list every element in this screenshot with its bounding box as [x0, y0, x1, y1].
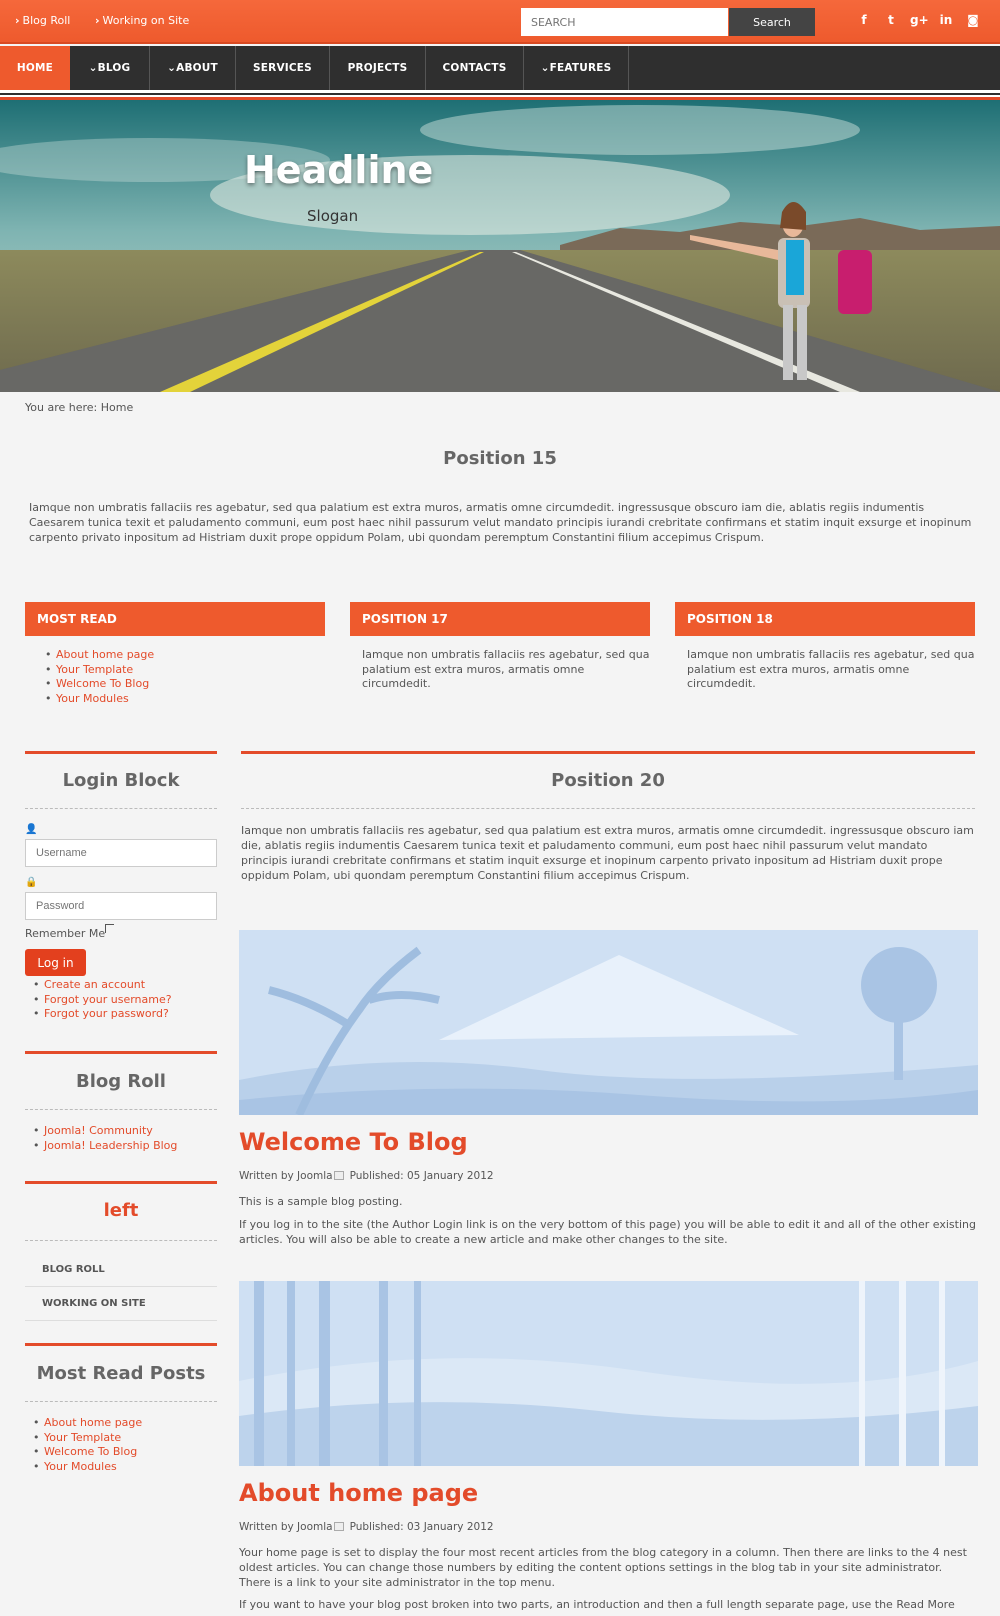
- linkedin-icon[interactable]: in: [939, 13, 953, 27]
- article-paragraph: If you log in to the site (the Author Login link is on the very bottom of this page) you will be able to edit it and all of the other existing articles. You will also be able to create a new article and make other changes to the site.: [239, 1218, 976, 1246]
- top-link-blog-roll[interactable]: › Blog Roll: [15, 14, 71, 27]
- divider: [25, 1109, 217, 1110]
- list-item[interactable]: • Welcome To Blog: [45, 677, 154, 692]
- remember-me-checkbox[interactable]: [105, 924, 114, 933]
- forgot-password-link[interactable]: • Forgot your password?: [33, 1007, 172, 1022]
- position-18-text: Iamque non umbratis fallaciis res agebatur, sed qua palatium est extra muros, armatis omne circumdedit.: [687, 648, 975, 690]
- nav-home[interactable]: HOME: [0, 46, 70, 90]
- list-item[interactable]: • Your Modules: [33, 1460, 142, 1475]
- article-paragraph: If you want to have your blog post broken into two parts, an introduction and then a full length separate page, use the Read More: [239, 1598, 955, 1611]
- login-block-title: Login Block: [62, 770, 180, 791]
- remember-me-label: Remember Me: [25, 927, 106, 940]
- password-field[interactable]: [25, 892, 217, 920]
- google-plus-icon[interactable]: g+: [910, 13, 929, 27]
- position-20-title: Position 20: [551, 770, 665, 791]
- user-icon: 👤: [25, 824, 38, 835]
- article-title[interactable]: About home page: [239, 1479, 479, 1507]
- nav-services[interactable]: SERVICES: [236, 46, 330, 90]
- article-meta: Written by Joomla Published: 03 January 2012: [239, 1521, 494, 1533]
- calendar-icon: [334, 1171, 344, 1180]
- most-read-posts-title: Most Read Posts: [36, 1363, 206, 1384]
- position-15-text: Iamque non umbratis fallaciis res agebatur, sed qua palatium est extra muros, armatis omne circumdedit. ingressusque obscuro iam die, ablatis regiis indumentis Caesarem tunica texit et paludamento communi, eum post haec nihil passurum velut mandato principis iurandi crebritate confirmans et statim inquit exsurge et inopinum carpento privato inpositum ad Histriam duxit prope oppidum Polam, ubi quondam peremptum Constantini filium accepimus Crispum.: [29, 501, 972, 544]
- position-15-title: Position 15: [443, 448, 557, 469]
- breadcrumb: You are here: Home: [25, 401, 134, 414]
- hero-road-image: [0, 100, 1000, 392]
- search-input[interactable]: [521, 8, 728, 36]
- login-button[interactable]: Log in: [25, 949, 86, 976]
- menu-item-working-on-site[interactable]: WORKING ON SITE: [25, 1287, 217, 1321]
- calendar-icon: [334, 1522, 344, 1531]
- chevron-down-icon: ⌄: [88, 62, 98, 74]
- nav-blog[interactable]: ⌄BLOG: [70, 46, 150, 90]
- lock-icon: 🔒: [25, 877, 38, 888]
- nav-about[interactable]: ⌄ABOUT: [150, 46, 236, 90]
- main-nav: [0, 46, 1000, 90]
- article-image-blossom: [239, 930, 978, 1115]
- list-item[interactable]: • Your Template: [45, 663, 154, 678]
- divider: [25, 1401, 217, 1402]
- left-menu-title: left: [103, 1200, 139, 1221]
- blog-roll-title: Blog Roll: [76, 1071, 166, 1092]
- list-item[interactable]: • Joomla! Leadership Blog: [33, 1139, 177, 1154]
- list-item[interactable]: • About home page: [45, 648, 154, 663]
- forgot-username-link[interactable]: • Forgot your username?: [33, 993, 172, 1008]
- list-item[interactable]: • Welcome To Blog: [33, 1445, 142, 1460]
- login-links: [33, 978, 172, 1022]
- list-item[interactable]: • Your Modules: [45, 692, 154, 707]
- divider: [25, 808, 217, 809]
- chevron-down-icon: ⌄: [167, 62, 177, 74]
- top-bar: [0, 0, 1000, 44]
- article-meta: Written by Joomla Published: 05 January 2012: [239, 1170, 494, 1182]
- most-read-list: [45, 648, 154, 706]
- hero-banner: [0, 100, 1000, 392]
- article-image-bamboo: [239, 1281, 978, 1466]
- divider: [241, 751, 975, 754]
- nav-projects[interactable]: PROJECTS: [330, 46, 426, 90]
- facebook-icon[interactable]: f: [861, 13, 867, 27]
- list-item[interactable]: • Joomla! Community: [33, 1124, 177, 1139]
- chevron-down-icon: ⌄: [540, 62, 550, 74]
- most-read-header: MOST READ: [25, 602, 325, 636]
- blog-roll-list: [33, 1124, 177, 1153]
- search-button[interactable]: Search: [729, 8, 815, 36]
- most-read-posts-list: [33, 1416, 142, 1474]
- top-link-working-on-site[interactable]: › Working on Site: [95, 14, 190, 27]
- position-18-header: POSITION 18: [675, 602, 975, 636]
- divider: [25, 1051, 217, 1054]
- create-account-link[interactable]: • Create an account: [33, 978, 172, 993]
- nav-contacts[interactable]: CONTACTS: [426, 46, 524, 90]
- username-field[interactable]: [25, 839, 217, 867]
- twitter-icon[interactable]: t: [888, 13, 894, 27]
- position-17-header: POSITION 17: [350, 602, 650, 636]
- article-paragraph: Your home page is set to display the four most recent articles from the blog category in a column. Then there are links to the 4 nest oldest articles. You can change those numbers by editing the content options settings in the blog tab in your site administrator. There is a link to your site administrator in the top menu.: [239, 1546, 967, 1589]
- list-item[interactable]: • About home page: [33, 1416, 142, 1431]
- position-17-text: Iamque non umbratis fallaciis res agebatur, sed qua palatium est extra muros, armatis omne circumdedit.: [362, 648, 650, 690]
- article-title[interactable]: Welcome To Blog: [239, 1128, 468, 1156]
- divider: [241, 808, 975, 809]
- nav-features[interactable]: ⌄FEATURES: [524, 46, 629, 90]
- position-20-text: Iamque non umbratis fallaciis res agebatur, sed qua palatium est extra muros, armatis omne circumdedit. ingressusque obscuro iam die, ablatis regiis indumentis Caesarem tunica texit et paludamento communi, eum post haec nihil passurum velut mandato principis iurandi crebritate confirmans et statim inquit exsurge et inopinum carpento privato inpositum ad Histriam duxit prope oppidum Polam, ubi quondam peremptum Constantini filium accepimus Crispum.: [241, 824, 974, 882]
- article-paragraph: This is a sample blog posting.: [239, 1195, 403, 1208]
- divider: [25, 1181, 217, 1184]
- hero-slogan: Slogan: [307, 207, 359, 225]
- instagram-icon[interactable]: ◙: [967, 13, 979, 27]
- divider: [25, 751, 217, 754]
- divider: [25, 1343, 217, 1346]
- hero-headline: Headline: [244, 148, 434, 192]
- menu-item-blog-roll[interactable]: BLOG ROLL: [25, 1253, 217, 1287]
- divider: [25, 1240, 217, 1241]
- list-item[interactable]: • Your Template: [33, 1431, 142, 1446]
